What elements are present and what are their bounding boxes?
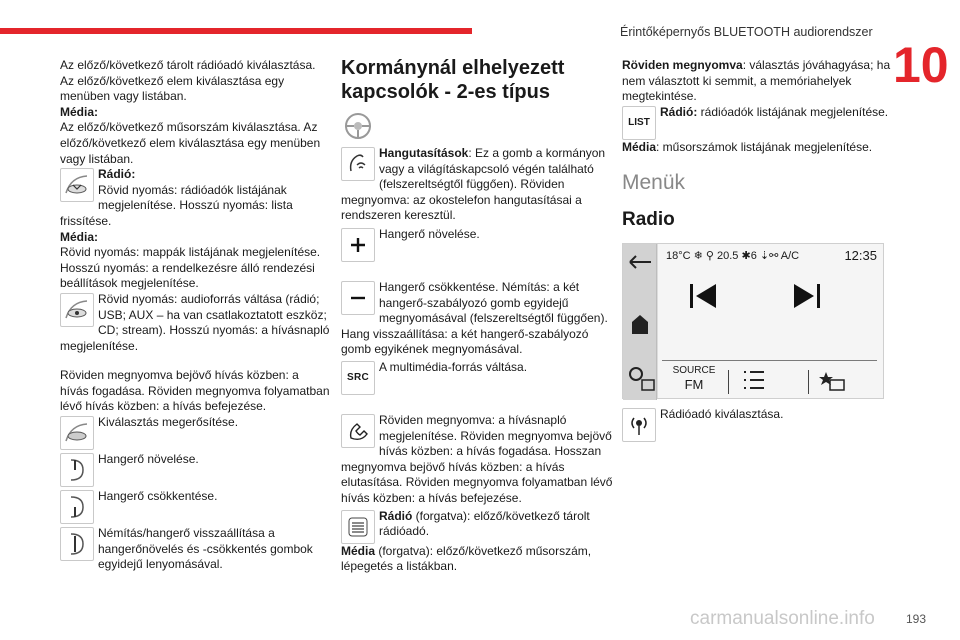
- call-text: Röviden megnyomva bejövő hívás közben: a hívás fogadása. Röviden megnyomva folyamatban lévő hívás közben: a hívás befejezése.: [60, 368, 330, 414]
- back-arrow-icon: [630, 256, 651, 268]
- source-label: SOURCE: [672, 365, 716, 377]
- list-media-text: : műsorszámok listájának megjelenítése.: [656, 139, 873, 154]
- wheel-radio-label: Rádió: [379, 508, 413, 523]
- short-press-label: Röviden megnyomva: [622, 58, 743, 72]
- chapter-number: 10: [893, 37, 949, 93]
- vol-down-text: Hangerő csökkentése.: [98, 489, 218, 504]
- page-number: 193: [906, 612, 927, 626]
- screen-sidebar: [623, 244, 657, 400]
- mute-text: Némítás/hangerő visszaállítása a hangerőnövelés és -csökkentés gombok egyidejű lenyomásával.: [98, 526, 313, 572]
- column-2: [341, 56, 613, 575]
- list-media-label: Média: [622, 139, 657, 154]
- clock: 12:35: [844, 248, 877, 264]
- home-icon: [632, 315, 648, 334]
- steering-wheel-icon: [341, 112, 375, 140]
- steering-controls-heading: Kormánynál elhelyezett kapcsolók - 2-es típus: [341, 57, 565, 103]
- station-list-icon[interactable]: [742, 368, 768, 392]
- voice-text: : Ez a gomb a kormányon vagy a világításkapcsoló végén található (felszereltségtől függően). Röviden megnyomva: az okostelefon hangutasításai a rendszeren keresztül.: [341, 146, 606, 223]
- thumbwheel-icon: [341, 510, 375, 544]
- confirm-button-icon: [60, 416, 94, 450]
- plus-icon: [341, 228, 375, 262]
- wheel-media-text: (forgatva): előző/következő műsorszám, lépegetés a listákban.: [341, 543, 592, 574]
- previous-track-icon: [690, 284, 716, 308]
- audio-source-text: Rövid nyomás: audioforrás váltása (rádió; USB; AUX – ha van csatlakoztatott eszköz; CD; stream). Hosszú nyomás: a hívásnapló megjelenítése.: [60, 291, 330, 353]
- mute-stalk-icon: [60, 527, 94, 561]
- media2-label: Média:: [60, 229, 99, 244]
- phone-icon: [341, 414, 375, 448]
- radio-screen: [622, 243, 884, 399]
- vol-up-2-text: Hangerő növelése.: [379, 226, 480, 241]
- wheel-media-label: Média: [341, 543, 376, 558]
- station-select-text: Rádióadó kiválasztása.: [660, 407, 784, 422]
- separator: [728, 370, 729, 394]
- running-title: Érintőképernyős BLUETOOTH audiorendszer: [620, 25, 873, 39]
- wheel-radio-text: (forgatva): előző/következő tárolt rádióadó.: [379, 508, 590, 539]
- radio-label: Rádió:: [98, 167, 136, 182]
- next-track-icon: [794, 284, 820, 308]
- vol-up-text: Hangerő növelése.: [98, 452, 199, 467]
- vol-down-2-text: Hangerő csökkentése. Némítás: a két hangerő-szabályozó gomb egyidejű megnyomásával (felszereltségtől függően). Hang visszaállítása: a két hangerő-szabályozó gomb egyikének megnyomásával.: [341, 279, 608, 357]
- radio-button-icon: [60, 168, 94, 202]
- volume-up-stalk-icon: [60, 453, 94, 487]
- voice-label: Hangutasítások: [379, 146, 469, 160]
- column-3: [622, 58, 892, 442]
- settings-icon: [630, 368, 654, 390]
- radio-text: Rövid nyomás: rádióadók listájának megjelenítése. Hosszú nyomás: lista frissítése.: [60, 182, 293, 228]
- separator: [808, 370, 809, 394]
- climate-status: 18°C ❄ ⚲ 20.5 ✱6 ⇣⚯ A/C: [666, 250, 800, 263]
- media-label: Média:: [60, 104, 99, 119]
- screen-main: [658, 244, 883, 398]
- list-icon: LIST: [622, 106, 656, 140]
- source-button-icon: [60, 293, 94, 327]
- media-text: Az előző/következő műsorszám kiválasztása. Az előző/következő elem kiválasztása egy menüben vagy listában.: [60, 120, 321, 166]
- source-button[interactable]: [666, 365, 722, 393]
- favorites-icon[interactable]: [818, 366, 846, 394]
- voice-command-icon: [341, 147, 375, 181]
- watermark: carmanualsonline.info: [690, 608, 875, 629]
- src-text: A multimédia-forrás váltása.: [379, 359, 528, 374]
- src-icon: SRC: [341, 361, 375, 395]
- header-red-bar: [0, 28, 472, 34]
- intro-text: Az előző/következő tárolt rádióadó kiválasztása. Az előző/következő elem kiválasztása egy menüben vagy listában.: [60, 58, 316, 104]
- minus-icon: [341, 281, 375, 315]
- source-value: FM: [684, 377, 704, 393]
- volume-down-stalk-icon: [60, 490, 94, 524]
- list-radio-label: Rádió:: [660, 104, 698, 119]
- list-radio-text: rádióadók listájának megjelenítése.: [697, 104, 889, 119]
- radio-heading: Radio: [622, 209, 675, 231]
- short-press-text: : választás jóváhagyása; ha nem választott ki semmit, a memóriahelyek megtekintése.: [622, 58, 891, 104]
- station-select-icon: [622, 408, 656, 442]
- confirm-text: Kiválasztás megerősítése.: [98, 415, 239, 430]
- media2-text: Rövid nyomás: mappák listájának megjelenítése. Hosszú nyomás: a rendelkezésre álló rendezési beállítások megjelenítése.: [60, 245, 321, 291]
- screen-divider: [662, 360, 877, 361]
- menus-heading: Menük: [622, 171, 686, 195]
- column-1: [60, 58, 330, 573]
- phone-text: Röviden megnyomva: a hívásnapló megjelenítése. Röviden megnyomva bejövő hívás közben: a hívás fogadása. Hosszan megnyomva bejövő hívás közben: a hívás elutasítása. Röviden megnyomva folyamatban lévő hívás közben: a hívás befejezése.: [341, 412, 613, 505]
